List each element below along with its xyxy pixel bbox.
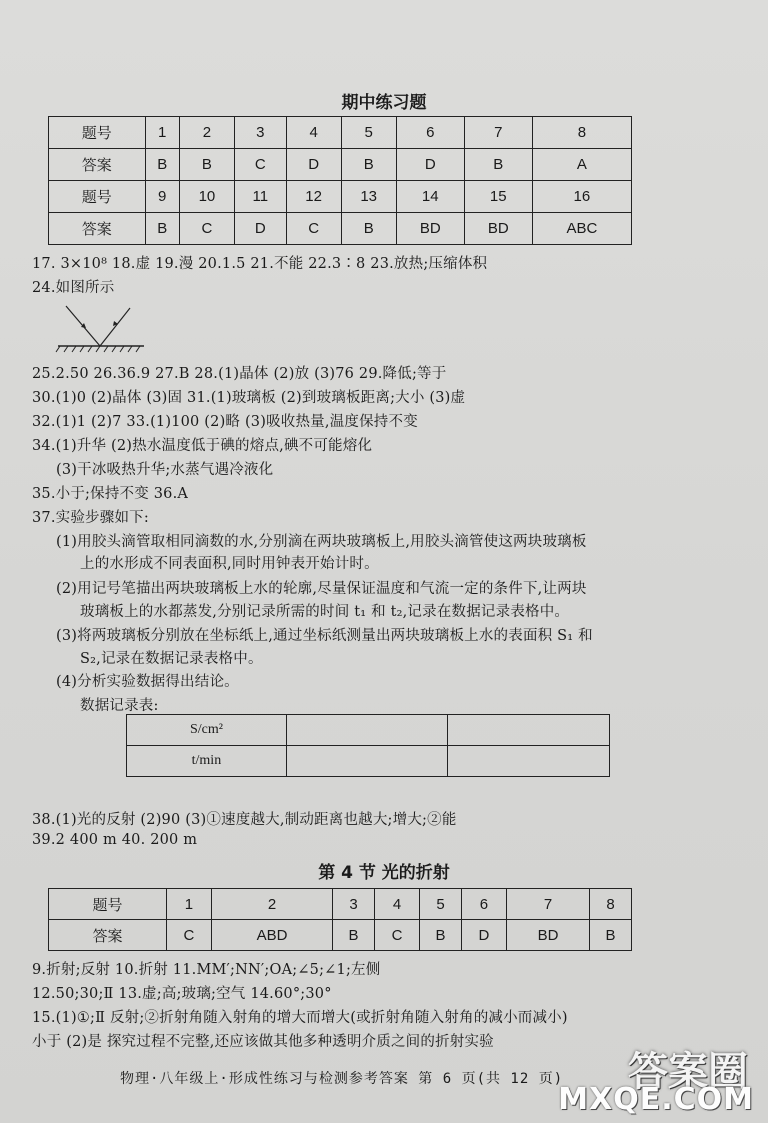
- table-cell: 5: [341, 117, 396, 149]
- table-cell: 2: [212, 889, 333, 920]
- answer-line-38: 38.(1)光的反射 (2)90 (3)①速度越大,制动距离也越大;增大;②能: [32, 812, 457, 828]
- table-cell: C: [166, 920, 211, 951]
- table-cell: B: [341, 213, 396, 245]
- table-cell: [448, 715, 610, 746]
- step-2-line-b: 玻璃板上的水都蒸发,分别记录所需的时间 t₁ 和 t₂,记录在数据记录表格中。: [80, 604, 570, 620]
- answer-line-35: 35.小于;保持不变 36.A: [32, 486, 189, 502]
- row-header-cell: S/cm²: [127, 715, 287, 746]
- table-cell: 6: [461, 889, 506, 920]
- table-row: [49, 149, 632, 181]
- table-cell: B: [145, 149, 179, 181]
- table-cell: [448, 746, 610, 777]
- record-table-label: 数据记录表:: [80, 698, 159, 714]
- row-header-cell: 题号: [49, 181, 146, 213]
- answer-line-25: 25.2.50 26.36.9 27.B 28.(1)晶体 (2)放 (3)76 29.降低;等于: [32, 366, 447, 382]
- answer-line-24: 24.如图所示: [32, 280, 115, 296]
- table-cell: 4: [286, 117, 341, 149]
- table-cell: 2: [179, 117, 234, 149]
- table-cell: B: [590, 920, 632, 951]
- table-cell: 16: [532, 181, 631, 213]
- table-cell: B: [179, 149, 234, 181]
- page-footer: 物理·八年级上·形成性练习与检测参考答案 第 6 页(共 12 页): [120, 1071, 564, 1087]
- table-cell: C: [179, 213, 234, 245]
- step-3-line-b: S₂,记录在数据记录表格中。: [80, 651, 263, 667]
- table-cell: 12: [286, 181, 341, 213]
- table-row: [49, 181, 632, 213]
- table-cell: B: [333, 920, 375, 951]
- watermark-site: MXQE.COM: [558, 1082, 754, 1117]
- section-title-midterm: 期中练习题: [341, 93, 427, 113]
- step-1-line-b: 上的水形成不同表面积,同时用钟表开始计时。: [80, 556, 379, 572]
- table-cell: C: [375, 920, 420, 951]
- table-cell: ABC: [532, 213, 631, 245]
- answer-line-34b: (3)干冰吸热升华;水蒸气遇冷液化: [56, 462, 274, 478]
- step-2-line-a: (2)用记号笔描出两块玻璃板上水的轮廓,尽量保证温度和气流一定的条件下,让两块: [56, 581, 587, 597]
- row-header-cell: 题号: [49, 117, 146, 149]
- table-cell: A: [532, 149, 631, 181]
- watermark-logo: 答案圈: [628, 1049, 748, 1095]
- table-cell: 9: [145, 181, 179, 213]
- answer-line-12: 12.50;30;Ⅱ 13.虚;高;玻璃;空气 14.60°;30°: [32, 986, 332, 1002]
- answer-line-39: 39.2 400 m 40. 200 m: [32, 832, 198, 848]
- table-cell: C: [234, 149, 286, 181]
- table-cell: 10: [179, 181, 234, 213]
- midterm-answer-table: [48, 116, 632, 245]
- step-3-line-a: (3)将两玻璃板分别放在坐标纸上,通过坐标纸测量出两块玻璃板上水的表面积 S₁ 和: [56, 628, 593, 644]
- refraction-answer-table: [48, 888, 632, 951]
- table-cell: 5: [420, 889, 462, 920]
- row-header-cell: 答案: [49, 149, 146, 181]
- answer-line-34a: 34.(1)升华 (2)热水温度低于碘的熔点,碘不可能熔化: [32, 438, 373, 454]
- row-header-cell: 题号: [49, 889, 167, 920]
- row-header-cell: t/min: [127, 746, 287, 777]
- table-row: [127, 715, 610, 746]
- table-cell: 14: [396, 181, 464, 213]
- answer-line-15a: 15.(1)①;Ⅱ 反射;②折射角随入射角的增大而增大(或折射角随入射角的减小而减小): [32, 1010, 568, 1026]
- table-cell: 7: [506, 889, 589, 920]
- table-cell: B: [464, 149, 532, 181]
- table-row: [127, 746, 610, 777]
- table-cell: 1: [145, 117, 179, 149]
- table-cell: D: [286, 149, 341, 181]
- table-cell: D: [461, 920, 506, 951]
- table-cell: 3: [333, 889, 375, 920]
- table-cell: ABD: [212, 920, 333, 951]
- answer-line-17: 17. 3×10⁸ 18.虚 19.漫 20.1.5 21.不能 22.3∶8 23.放热;压缩体积: [32, 256, 488, 272]
- table-cell: 15: [464, 181, 532, 213]
- table-row: [49, 117, 632, 149]
- table-cell: [286, 746, 448, 777]
- table-cell: B: [341, 149, 396, 181]
- row-header-cell: 答案: [49, 213, 146, 245]
- table-cell: 6: [396, 117, 464, 149]
- table-cell: D: [396, 149, 464, 181]
- table-cell: C: [286, 213, 341, 245]
- table-row: [49, 920, 632, 951]
- table-cell: 8: [590, 889, 632, 920]
- table-cell: [286, 715, 448, 746]
- answer-line-37: 37.实验步骤如下:: [32, 510, 149, 526]
- table-cell: 13: [341, 181, 396, 213]
- answer-line-30: 30.(1)0 (2)晶体 (3)固 31.(1)玻璃板 (2)到玻璃板距离;大小 (3)虚: [32, 390, 466, 406]
- table-cell: BD: [464, 213, 532, 245]
- table-cell: 11: [234, 181, 286, 213]
- table-cell: BD: [396, 213, 464, 245]
- section-title-refraction: 第 4 节 光的折射: [318, 863, 450, 883]
- step-4-line: (4)分析实验数据得出结论。: [56, 674, 239, 690]
- table-cell: 8: [532, 117, 631, 149]
- reflection-diagram: [50, 298, 150, 354]
- data-record-table: [126, 714, 610, 777]
- answer-line-9: 9.折射;反射 10.折射 11.MM′;NN′;OA;∠5;∠1;左侧: [32, 962, 381, 978]
- table-cell: B: [145, 213, 179, 245]
- row-header-cell: 答案: [49, 920, 167, 951]
- table-row: [49, 213, 632, 245]
- table-cell: D: [234, 213, 286, 245]
- table-cell: 1: [166, 889, 211, 920]
- table-cell: 4: [375, 889, 420, 920]
- table-cell: B: [420, 920, 462, 951]
- table-cell: 7: [464, 117, 532, 149]
- table-cell: BD: [506, 920, 589, 951]
- answer-line-15b: 小于 (2)是 探究过程不完整,还应该做其他多种透明介质之间的折射实验: [32, 1034, 494, 1050]
- table-row: [49, 889, 632, 920]
- answer-line-32: 32.(1)1 (2)7 33.(1)100 (2)略 (3)吸收热量,温度保持不变: [32, 414, 418, 430]
- step-1-line-a: (1)用胶头滴管取相同滴数的水,分别滴在两块玻璃板上,用胶头滴管使这两块玻璃板: [56, 534, 587, 550]
- table-cell: 3: [234, 117, 286, 149]
